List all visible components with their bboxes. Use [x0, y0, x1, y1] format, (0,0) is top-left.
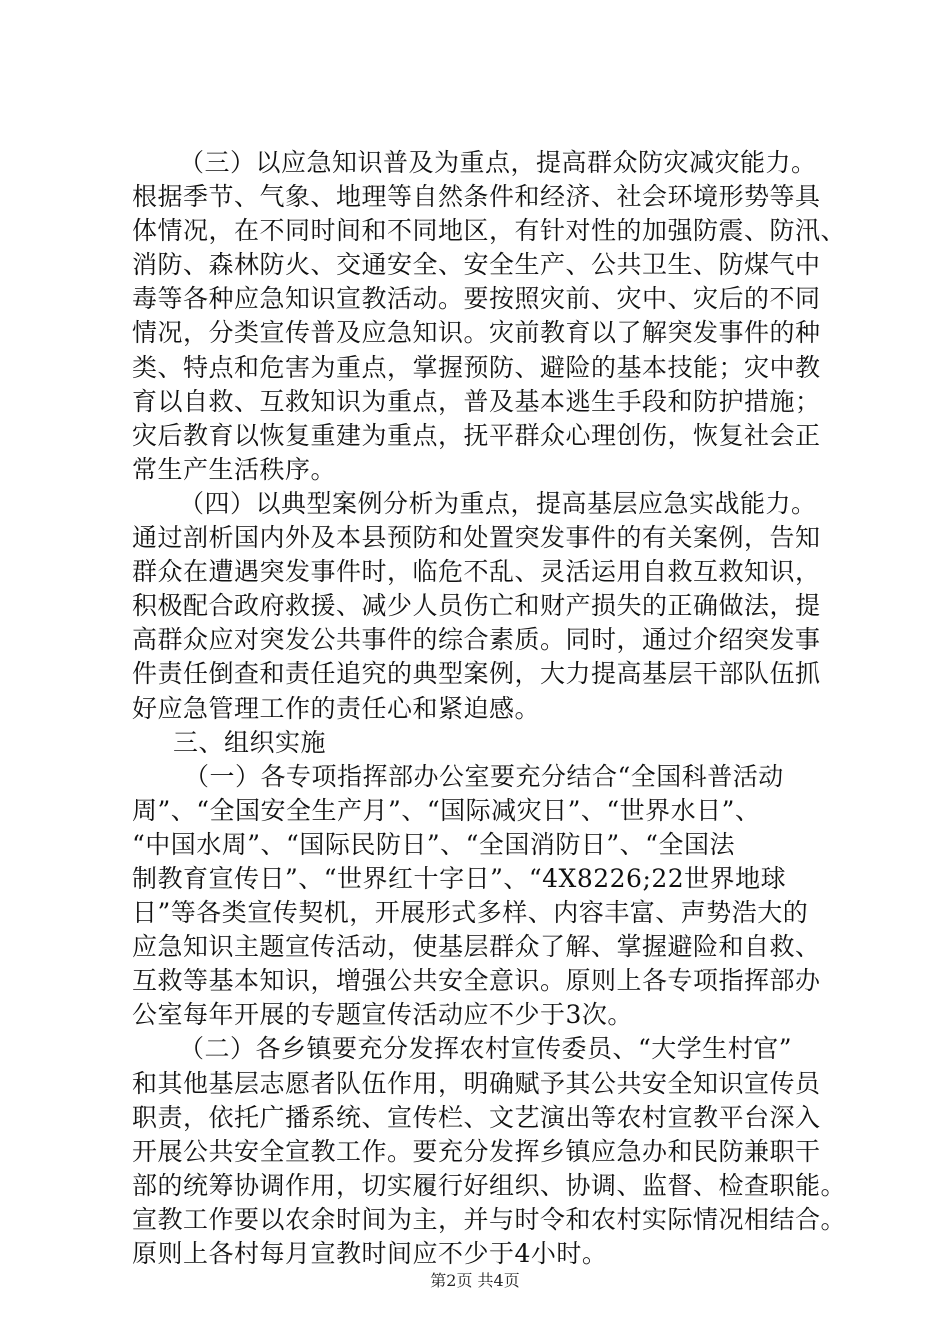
- text-line: 应急知识主题宣传活动，使基层群众了解、掌握避险和自救、: [132, 932, 821, 962]
- text-line: 体情况，在不同时间和不同地区，有针对性的加强防震、防汛、: [132, 216, 847, 246]
- text-line: 消防、森林防火、交通安全、安全生产、公共卫生、防煤气中: [132, 250, 821, 280]
- text-line: 宣教工作要以农余时间为主，并与时令和农村实际情况相结合。: [132, 1204, 847, 1234]
- text-line: 毒等各种应急知识宣教活动。要按照灾前、灾中、灾后的不同: [132, 284, 821, 314]
- text-line: 职责，依托广播系统、宣传栏、文艺演出等农村宣教平台深入: [132, 1102, 821, 1132]
- document-body: [132, 146, 847, 1271]
- text-line: 灾后教育以恢复重建为重点，抚平群众心理创伤，恢复社会正: [132, 420, 821, 450]
- text-line: 日”等各类宣传契机，开展形式多样、内容丰富、声势浩大的: [132, 898, 809, 928]
- text-line: 类、特点和危害为重点，掌握预防、避险的基本技能；灾中教: [132, 352, 821, 382]
- text-line: 和其他基层志愿者队伍作用，明确赋予其公共安全知识宣传员: [132, 1068, 821, 1098]
- paragraph-heading-2: （二）各乡镇要充分发挥农村宣传委员、“大学生村官”: [179, 1034, 793, 1064]
- text-line: “中国水周”、“国际民防日”、“全国消防日”、“全国法: [132, 829, 735, 859]
- text-line: 部的统筹协调作用，切实履行好组织、协调、监督、检查职能。: [132, 1170, 847, 1200]
- text-line: 件责任倒查和责任追究的典型案例，大力提高基层干部队伍抓: [132, 659, 821, 689]
- text-line: 积极配合政府救援、减少人员伤亡和财产损失的正确做法，提: [132, 591, 821, 621]
- paragraph-heading-4: （四）以典型案例分析为重点，提高基层应急实战能力。: [179, 488, 817, 518]
- text-line: 根据季节、气象、地理等自然条件和经济、社会环境形势等具: [132, 182, 821, 212]
- text-line: 群众在遭遇突发事件时，临危不乱、灵活运用自救互救知识，: [132, 557, 821, 587]
- text-line: 情况，分类宣传普及应急知识。灾前教育以了解突发事件的种: [132, 318, 821, 348]
- text-line: 育以自救、互救知识为重点，普及基本逃生手段和防护措施；: [132, 386, 821, 416]
- text-line: 开展公共安全宣教工作。要充分发挥乡镇应急办和民防兼职干: [132, 1136, 821, 1166]
- text-line: 公室每年开展的专题宣传活动应不少于3次。: [132, 1000, 633, 1030]
- page-number-footer: 第2页 共4页: [430, 1271, 520, 1290]
- text-line: 互救等基本知识，增强公共安全意识。原则上各专项指挥部办: [132, 966, 821, 996]
- paragraph-heading-3: （三）以应急知识普及为重点，提高群众防灾减灾能力。: [179, 148, 817, 177]
- text-line: 高群众应对突发公共事件的综合素质。同时，通过介绍突发事: [132, 625, 821, 655]
- text-line: 通过剖析国内外及本县预防和处置突发事件的有关案例，告知: [132, 523, 821, 553]
- text-line: 好应急管理工作的责任心和紧迫感。: [132, 693, 541, 723]
- text-line: 原则上各村每月宣教时间应不少于4小时。: [132, 1239, 608, 1268]
- section-heading: 三、组织实施: [173, 727, 327, 757]
- text-line: 常生产生活秩序。: [132, 454, 337, 484]
- text-line: 制教育宣传日”、“世界红十字日”、“4X8226;22世界地球: [132, 863, 787, 893]
- paragraph-heading-1: （一）各专项指挥部办公室要充分结合“全国科普活动: [184, 761, 784, 791]
- text-line: 周”、“全国安全生产月”、“国际减灾日”、“世界水日”、: [132, 795, 761, 825]
